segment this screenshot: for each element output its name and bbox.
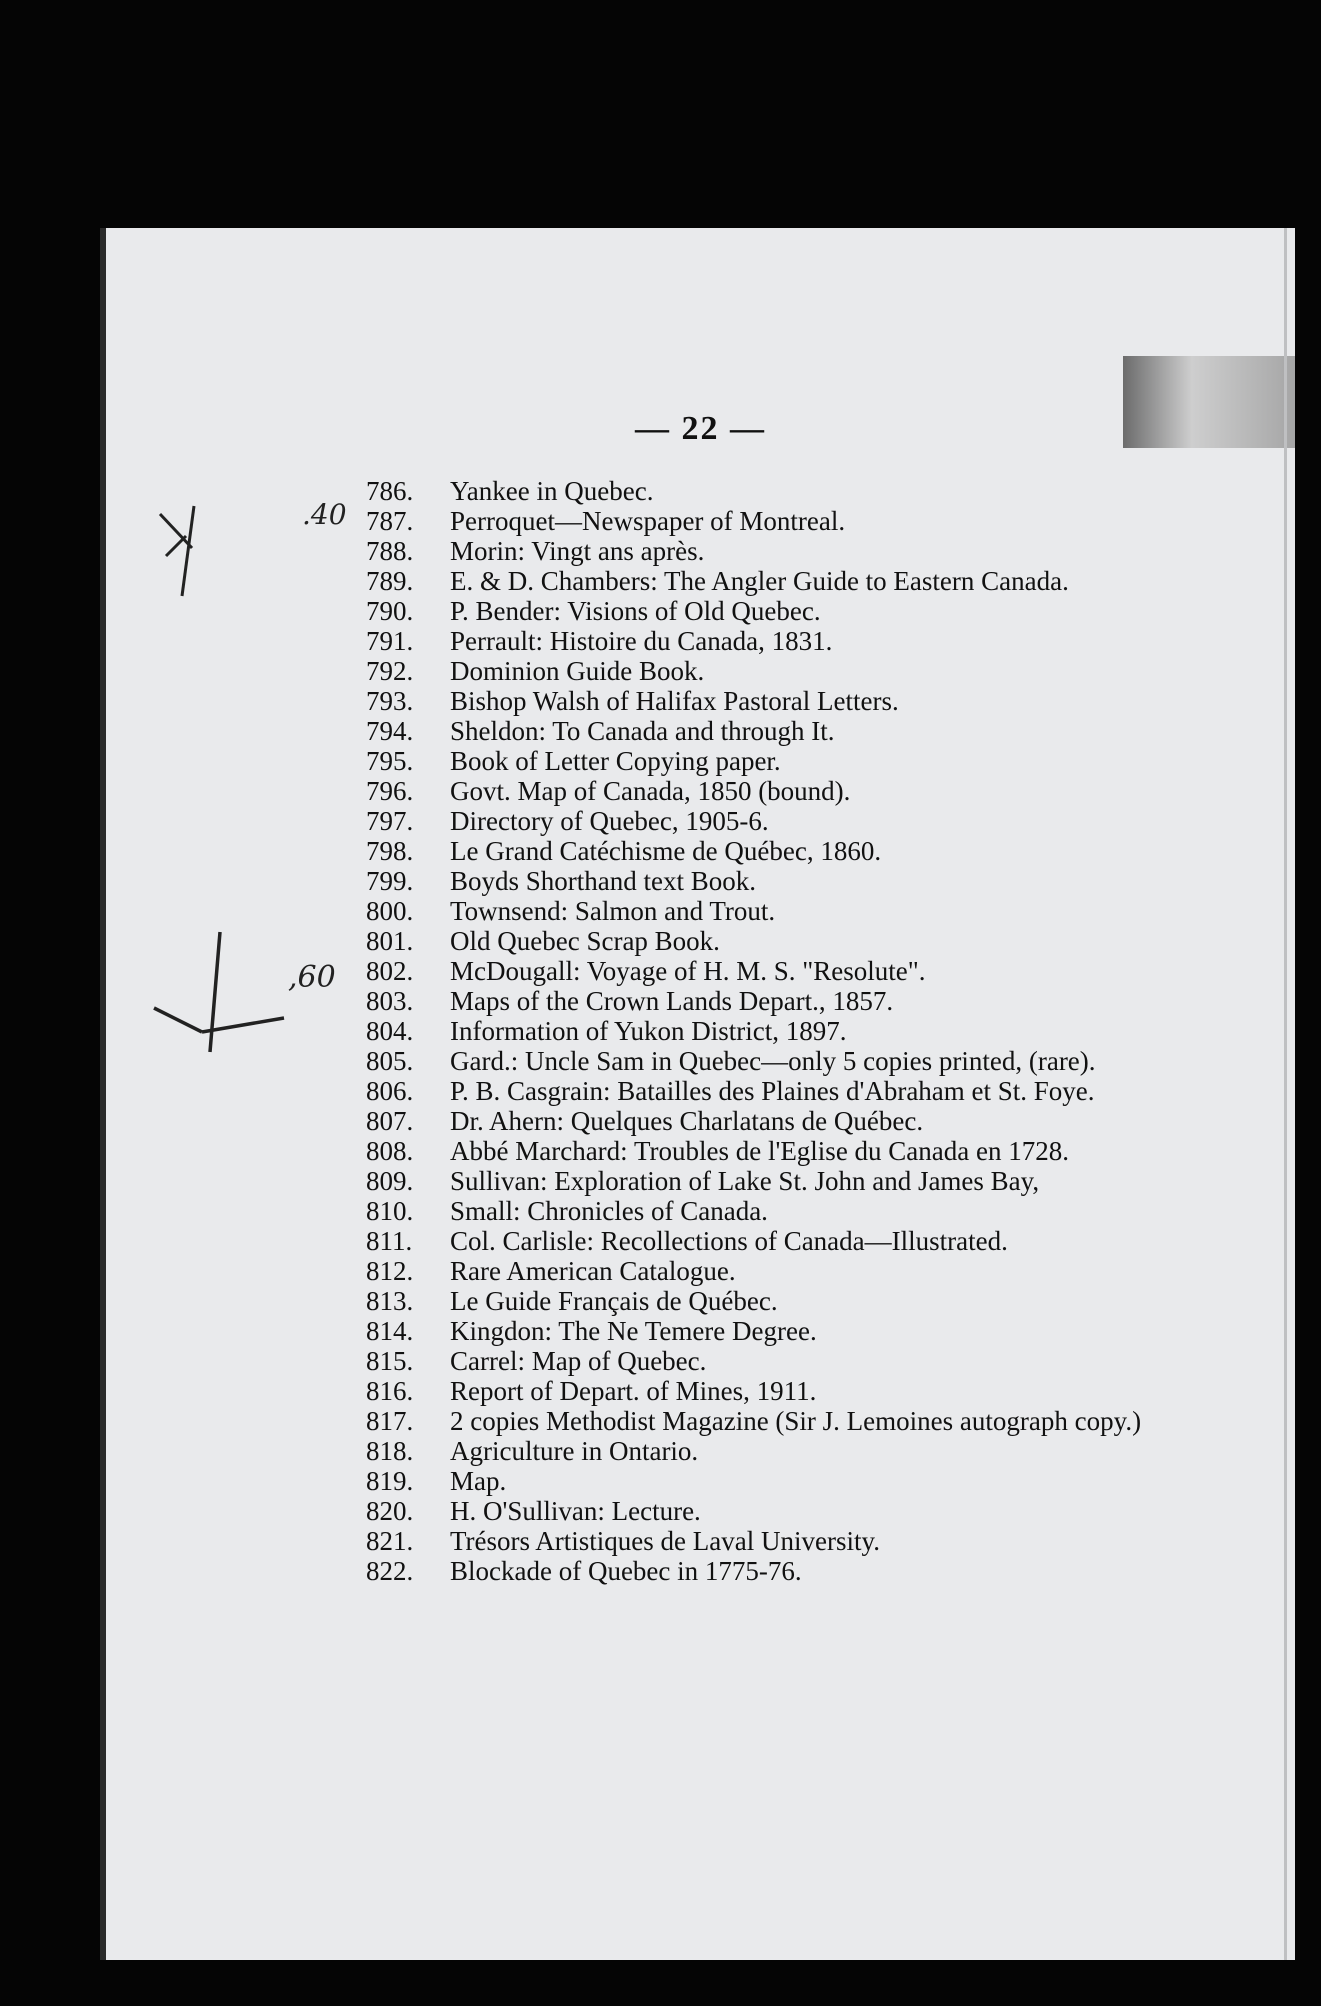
entry-title: E. & D. Chambers: The Angler Guide to Eastern Canada. [450,566,1069,596]
entry-number: 803. [366,986,414,1016]
entry-number: 806. [366,1076,414,1106]
catalogue-entry [366,656,1166,686]
entry-title: Townsend: Salmon and Trout. [450,896,776,926]
catalogue-entry [366,866,1166,896]
catalogue-entry [366,1016,1166,1046]
entry-number: 811. [366,1226,413,1256]
catalogue-entry [366,746,1166,776]
entry-number: 797. [366,806,414,836]
entry-number: 788. [366,536,414,566]
entry-number: 790. [366,596,414,626]
entry-title: Le Guide Français de Québec. [450,1286,778,1316]
entry-title: Gard.: Uncle Sam in Quebec—only 5 copies printed, (rare). [450,1046,1096,1076]
catalogue-entry [366,1136,1166,1166]
entry-title: Perroquet—Newspaper of Montreal. [450,506,846,536]
entry-title: P. Bender: Visions of Old Quebec. [450,596,821,626]
entry-number: 817. [366,1406,414,1436]
entry-title: Report of Depart. of Mines, 1911. [450,1376,817,1406]
catalogue-entry [366,926,1166,956]
entry-title: Perrault: Histoire du Canada, 1831. [450,626,833,656]
entry-number: 787. [366,506,414,536]
catalogue-entry [366,566,1166,596]
catalogue-entry [366,1106,1166,1136]
handwritten-price-mark: .40 [302,498,347,531]
catalogue-entry [366,536,1166,566]
entry-title: Blockade of Quebec in 1775-76. [450,1556,802,1586]
entry-number: 793. [366,686,414,716]
catalogue-entry [366,836,1166,866]
catalogue-entry [366,1376,1166,1406]
entry-number: 821. [366,1526,414,1556]
entry-number: 808. [366,1136,414,1166]
page-number: — 22 — [635,410,766,447]
catalogue-entry [366,716,1166,746]
entry-number: 807. [366,1106,414,1136]
catalogue-entry [366,1196,1166,1226]
entry-title: McDougall: Voyage of H. M. S. "Resolute". [450,956,926,986]
entry-number: 818. [366,1436,414,1466]
catalogue-entry [366,1076,1166,1106]
entry-number: 798. [366,836,414,866]
entry-title: Small: Chronicles of Canada. [450,1196,768,1226]
entry-number: 816. [366,1376,414,1406]
catalogue-entry [366,506,1166,536]
entry-title: Trésors Artistiques de Laval University. [450,1526,880,1556]
entry-title: Old Quebec Scrap Book. [450,926,720,956]
entry-title: Col. Carlisle: Recollections of Canada—Illustrated. [450,1226,1008,1256]
catalogue-entry [366,626,1166,656]
entry-title: Directory of Quebec, 1905-6. [450,806,769,836]
entry-number: 812. [366,1256,414,1286]
entry-number: 802. [366,956,414,986]
entry-title: Agriculture in Ontario. [450,1436,699,1466]
catalogue-entry [366,1316,1166,1346]
entry-number: 804. [366,1016,414,1046]
entry-number: 801. [366,926,414,956]
catalogue-entry [366,1466,1166,1496]
entry-title: Dominion Guide Book. [450,656,705,686]
entry-title: 2 copies Methodist Magazine (Sir J. Lemoines autograph copy.) [450,1406,1142,1436]
entry-number: 822. [366,1556,414,1586]
entry-number: 792. [366,656,414,686]
entry-number: 809. [366,1166,414,1196]
entry-number: 791. [366,626,414,656]
catalogue-entry [366,896,1166,926]
entry-title: Sheldon: To Canada and through It. [450,716,835,746]
catalogue-entry [366,1226,1166,1256]
handwritten-cross-mark [152,496,212,606]
scanned-page [100,228,1295,1960]
entry-number: 786. [366,476,414,506]
entry-number: 810. [366,1196,414,1226]
entry-number: 799. [366,866,414,896]
catalogue-entry [366,1256,1166,1286]
entry-title: Bishop Walsh of Halifax Pastoral Letters. [450,686,899,716]
entry-number: 819. [366,1466,414,1496]
entry-number: 789. [366,566,414,596]
catalogue-entry [366,1406,1166,1436]
entry-title: Book of Letter Copying paper. [450,746,781,776]
catalogue-entry [366,1526,1166,1556]
catalogue-entry [366,956,1166,986]
catalogue-entry [366,1346,1166,1376]
catalogue-entry [366,1556,1166,1586]
handwritten-cross-mark [150,928,290,1058]
catalogue-entry [366,776,1166,806]
catalogue-entry [366,1046,1166,1076]
entry-number: 820. [366,1496,414,1526]
entry-title: H. O'Sullivan: Lecture. [450,1496,701,1526]
entry-number: 794. [366,716,414,746]
entry-title: Sullivan: Exploration of Lake St. John and James Bay, [450,1166,1040,1196]
catalogue-entry [366,476,1166,506]
entry-number: 796. [366,776,414,806]
catalogue-entry [366,1436,1166,1466]
catalogue-list [366,476,1166,1586]
entry-number: 805. [366,1046,414,1076]
handwritten-price-mark: ,60 [288,960,336,995]
entry-title: Information of Yukon District, 1897. [450,1016,847,1046]
entry-title: Boyds Shorthand text Book. [450,866,757,896]
entry-title: Dr. Ahern: Quelques Charlatans de Québec. [450,1106,924,1136]
entry-title: Map. [450,1466,507,1496]
entry-title: Rare American Catalogue. [450,1256,736,1286]
catalogue-entry [366,1286,1166,1316]
entry-title: Abbé Marchard: Troubles de l'Eglise du Canada en 1728. [450,1136,1069,1166]
entry-number: 795. [366,746,414,776]
entry-number: 813. [366,1286,414,1316]
entry-title: Kingdon: The Ne Temere Degree. [450,1316,817,1346]
catalogue-entry [366,686,1166,716]
catalogue-entry [366,1166,1166,1196]
entry-number: 800. [366,896,414,926]
entry-number: 814. [366,1316,414,1346]
entry-title: Maps of the Crown Lands Depart., 1857. [450,986,894,1016]
entry-title: Yankee in Quebec. [450,476,654,506]
entry-title: Morin: Vingt ans après. [450,536,705,566]
entry-title: Govt. Map of Canada, 1850 (bound). [450,776,851,806]
entry-title: P. B. Casgrain: Batailles des Plaines d'Abraham et St. Foye. [450,1076,1095,1106]
entry-title: Carrel: Map of Quebec. [450,1346,707,1376]
catalogue-entry [366,596,1166,626]
catalogue-entry [366,986,1166,1016]
entry-title: Le Grand Catéchisme de Québec, 1860. [450,836,882,866]
catalogue-entry [366,806,1166,836]
catalogue-entry [366,1496,1166,1526]
entry-number: 815. [366,1346,414,1376]
